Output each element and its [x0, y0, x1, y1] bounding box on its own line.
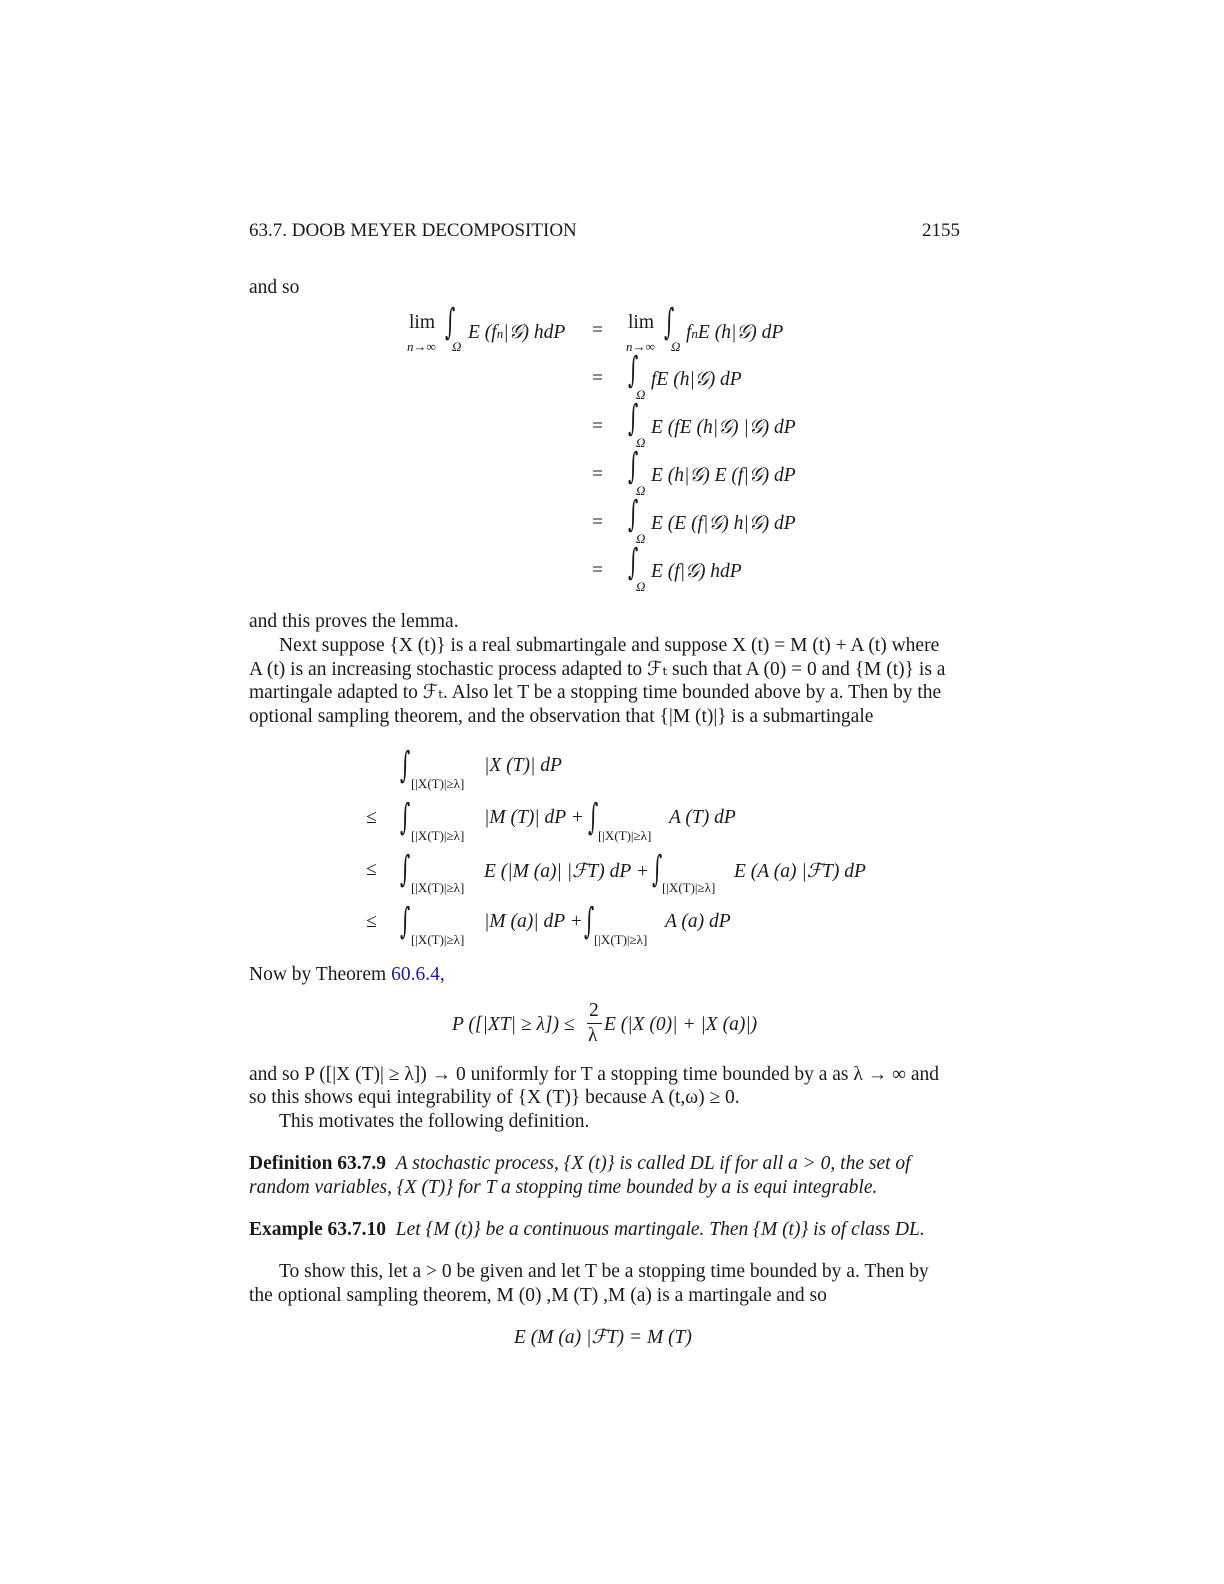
- rhs5-omega: Ω: [636, 531, 646, 546]
- lhs-omega: Ω: [452, 339, 462, 354]
- text-now-by-theorem: Now by Theorem 60.6.4,: [249, 964, 445, 985]
- eq-sign-5: =: [592, 512, 603, 533]
- row2-integral-sign-b: ∫: [652, 849, 663, 890]
- rhs1-integral-sign: ∫: [664, 302, 675, 343]
- definition-line-1: Definition 63.7.9 A stochastic process, {X (t)} is called DL if for all a > 0, the set of: [249, 1153, 911, 1174]
- running-header: 63.7. DOOB MEYER DECOMPOSITION: [249, 220, 577, 241]
- eq3-right: E (|X (0)| + |X (a)|): [604, 1014, 758, 1035]
- fraction-bar: [587, 1023, 602, 1024]
- paragraph-line: A (t) is an increasing stochastic process adapted to ℱₜ such that A (0) = 0 and {M (t)} is a: [249, 659, 946, 680]
- lhs-limit: lim: [409, 312, 436, 333]
- row2-domain-b: [|X(T)|≥λ]: [662, 880, 716, 895]
- row1-domain-b: [|X(T)|≥λ]: [598, 828, 652, 843]
- row3-term-a: |M (a)| dP +: [484, 911, 583, 932]
- eq-sign-2: =: [592, 368, 603, 389]
- row1-domain: [|X(T)|≥λ]: [411, 828, 465, 843]
- rhs1-limit-sub: n→∞: [626, 339, 655, 354]
- row2-term-b: E (A (a) |ℱT) dP: [734, 861, 866, 882]
- example-label: Example 63.7.10: [249, 1219, 387, 1240]
- rhs3-omega: Ω: [636, 435, 646, 450]
- rhs4-integral-sign: ∫: [628, 446, 639, 487]
- rhs6-omega: Ω: [636, 579, 646, 594]
- text-and-so: and so: [249, 277, 300, 298]
- leq-sign-3: ≤: [366, 911, 377, 932]
- definition-line-2: random variables, {X (T)} for T a stopping time bounded by a is equi integrable.: [249, 1177, 878, 1198]
- eq-sign-4: =: [592, 464, 603, 485]
- row3-term-b: A (a) dP: [665, 911, 731, 932]
- rhs2-omega: Ω: [636, 387, 646, 402]
- paragraph-line: so this shows equi integrability of {X (T)} because A (t,ω) ≥ 0.: [249, 1087, 740, 1108]
- leq-sign-1: ≤: [366, 807, 377, 828]
- rhs1-limit: lim: [628, 312, 655, 333]
- rhs1-integrand: fnE (h|𝒢) dP: [686, 320, 784, 343]
- lhs-integral-sign: ∫: [445, 302, 456, 343]
- row0-integral-sign: ∫: [400, 745, 411, 786]
- rhs6-integral-sign: ∫: [628, 542, 639, 583]
- rhs5-integrand: E (E (f|𝒢) h|𝒢) dP: [651, 513, 796, 534]
- definition-label: Definition 63.7.9: [249, 1153, 387, 1174]
- row2-domain: [|X(T)|≥λ]: [411, 880, 465, 895]
- eq-sign-1: =: [592, 320, 603, 341]
- paragraph-line: To show this, let a > 0 be given and let T be a stopping time bounded by a. Then by: [279, 1261, 929, 1282]
- row1-integral-sign: ∫: [400, 797, 411, 838]
- row3-domain-b: [|X(T)|≥λ]: [594, 932, 648, 947]
- eq3-numerator: 2: [589, 1000, 599, 1021]
- rhs1-omega: Ω: [671, 339, 681, 354]
- eq3-denominator: λ: [588, 1025, 598, 1046]
- paragraph-line: the optional sampling theorem, M (0) ,M (T) ,M (a) is a martingale and so: [249, 1285, 827, 1306]
- theorem-link[interactable]: 60.6.4: [391, 964, 440, 985]
- rhs3-integral-sign: ∫: [628, 398, 639, 439]
- rhs3-integrand: E (fE (h|𝒢) |𝒢) dP: [651, 417, 796, 438]
- row0-domain: [|X(T)|≥λ]: [411, 776, 465, 791]
- lhs-integrand: E (fn|𝒢) hdP: [468, 320, 566, 343]
- equation-martingale: E (M (a) |ℱT) = M (T): [514, 1327, 692, 1348]
- leq-sign-2: ≤: [366, 859, 377, 880]
- paragraph-line: and so P ([|X (T)| ≥ λ]) → 0 uniformly for T a stopping time bounded by a as λ → ∞ and: [249, 1064, 940, 1085]
- rhs5-integral-sign: ∫: [628, 494, 639, 535]
- example-block: Example 63.7.10 Let {M (t)} be a continuous martingale. Then {M (t)} is of class DL.: [249, 1219, 925, 1240]
- eq-sign-3: =: [592, 416, 603, 437]
- paragraph-line: martingale adapted to ℱₜ. Also let T be a stopping time bounded above by a. Then by the: [249, 682, 942, 703]
- rhs4-integrand: E (h|𝒢) E (f|𝒢) dP: [651, 465, 796, 486]
- eq-sign-6: =: [592, 560, 603, 581]
- rhs2-integrand: fE (h|𝒢) dP: [651, 369, 742, 390]
- paragraph-line: optional sampling theorem, and the observation that {|M (t)|} is a submartingale: [249, 706, 874, 727]
- row1-integral-sign-b: ∫: [588, 797, 599, 838]
- row3-integral-sign: ∫: [400, 901, 411, 942]
- row0-integrand: |X (T)| dP: [484, 755, 562, 776]
- row1-term-a: |M (T)| dP +: [484, 807, 584, 828]
- text-proves-lemma: and this proves the lemma.: [249, 611, 459, 632]
- page-number: 2155: [922, 220, 960, 241]
- paragraph-line: Next suppose {X (t)} is a real submartingale and suppose X (t) = M (t) + A (t) where: [279, 635, 940, 656]
- text-motivates: This motivates the following definition.: [279, 1111, 590, 1132]
- row2-integral-sign: ∫: [400, 849, 411, 890]
- lhs-limit-sub: n→∞: [407, 339, 436, 354]
- row1-term-b: A (T) dP: [669, 807, 736, 828]
- rhs4-omega: Ω: [636, 483, 646, 498]
- row3-integral-sign-b: ∫: [584, 901, 595, 942]
- row2-term-a: E (|M (a)| |ℱT) dP +: [484, 861, 649, 882]
- rhs6-integrand: E (f|𝒢) hdP: [651, 561, 742, 582]
- rhs2-integral-sign: ∫: [628, 350, 639, 391]
- row3-domain: [|X(T)|≥λ]: [411, 932, 465, 947]
- eq3-left: P ([|XT| ≥ λ]) ≤: [452, 1014, 575, 1035]
